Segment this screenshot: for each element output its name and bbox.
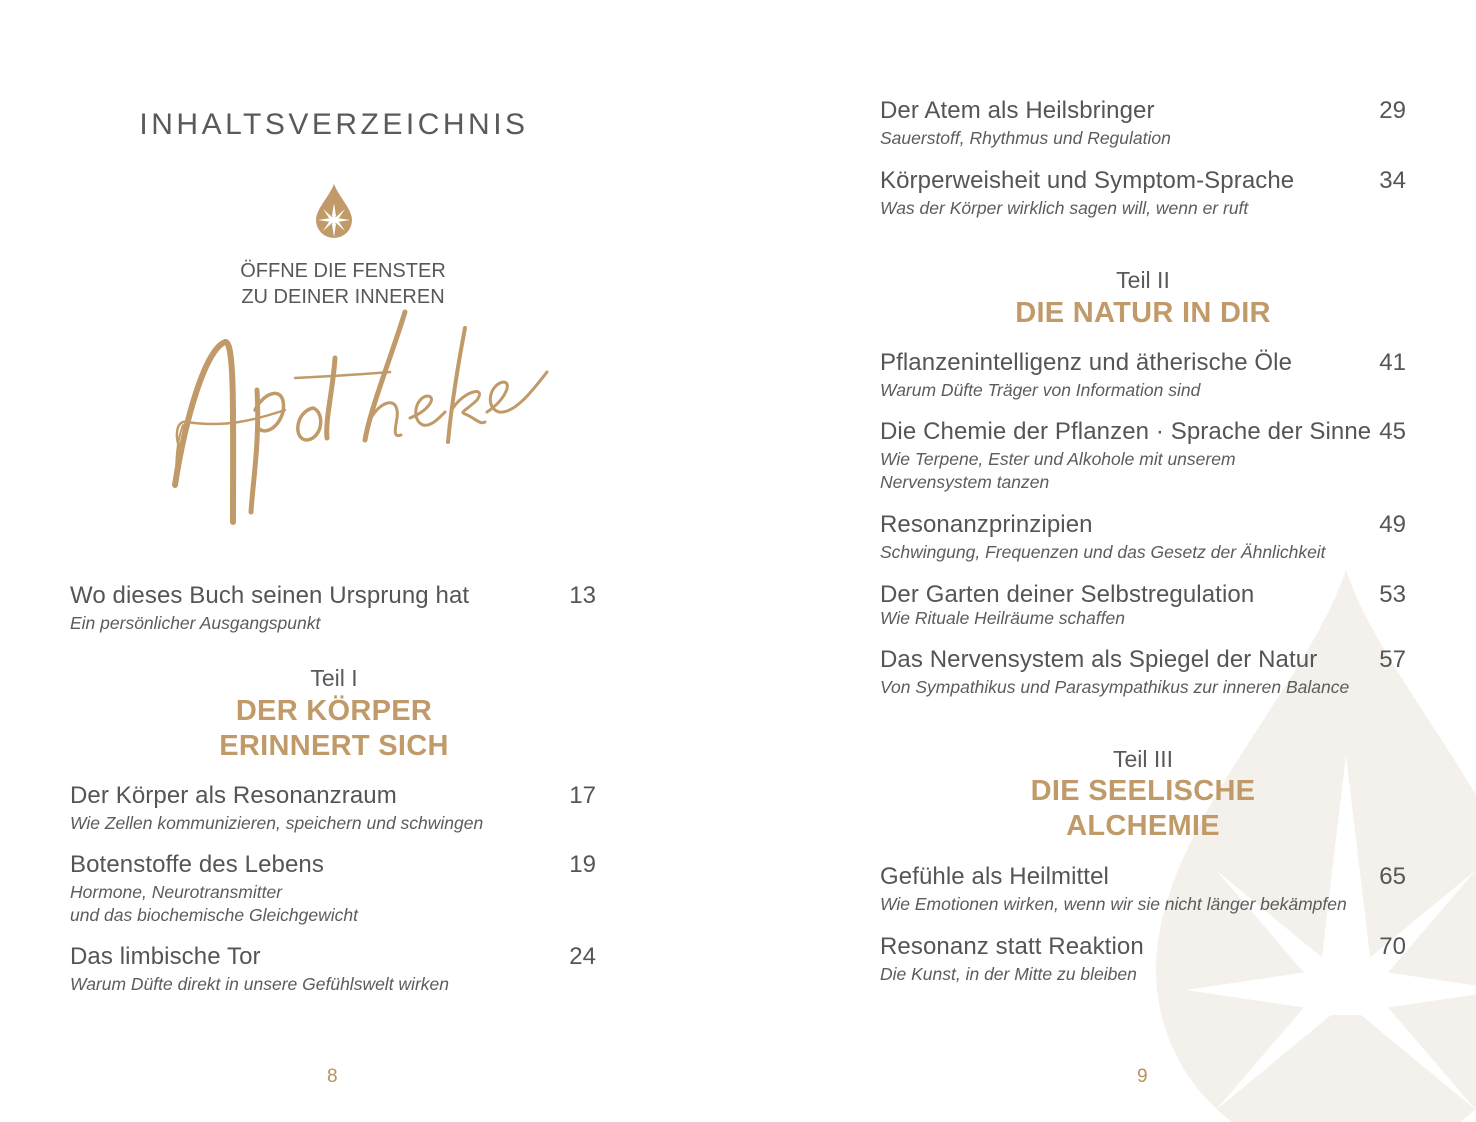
entry-page-number: 70	[1379, 933, 1406, 960]
entry-page-number: 57	[1379, 646, 1406, 673]
entry-description: Wie Rituale Heilräume schaffen	[880, 608, 1125, 628]
entry-title: Resonanzprinzipien	[880, 511, 1093, 538]
folio-left: 8	[327, 1066, 338, 1087]
part-title-3	[738, 774, 1476, 844]
part-title-line-2: ERINNERT SICH	[219, 730, 449, 762]
entry-page-number: 34	[1379, 167, 1406, 194]
part-title-line-1: DER KÖRPER	[235, 695, 433, 727]
part-label-3: Teil III	[1112, 746, 1174, 772]
entry-description: Warum Düfte direkt in unsere Gefühlswelt wirken	[70, 974, 449, 994]
toc-entry[interactable]	[880, 646, 1406, 699]
entry-title: Die Chemie der Pflanzen · Sprache der Sinne	[880, 418, 1372, 445]
toc-entry[interactable]	[880, 581, 1406, 630]
right-page	[738, 0, 1476, 1122]
entry-description: Sauerstoff, Rhythmus und Regulation	[880, 128, 1171, 148]
entry-description: Wie Emotionen wirken, wenn wir sie nicht länger bekämpfen	[880, 894, 1347, 914]
entry-description: Ein persönlicher Ausgangspunkt	[70, 613, 321, 633]
toc-entry[interactable]	[880, 933, 1406, 986]
entry-title: Botenstoffe des Lebens	[70, 851, 324, 878]
toc-entry-intro[interactable]	[70, 582, 596, 635]
entry-page-number: 65	[1379, 863, 1406, 890]
part-label-2: Teil II	[1116, 267, 1170, 293]
entry-title: Das limbische Tor	[70, 943, 261, 970]
part-title-line-1: DIE SEELISCHE	[1030, 775, 1256, 807]
entry-page-number: 41	[1379, 349, 1406, 376]
entry-page-number: 13	[569, 582, 596, 609]
entry-title: Gefühle als Heilmittel	[880, 863, 1109, 890]
folio-right: 9	[1137, 1066, 1148, 1087]
toc-heading: INHALTSVERZEICHNIS	[139, 108, 529, 141]
part-title-1	[0, 694, 668, 764]
toc-entry[interactable]	[880, 167, 1406, 220]
entry-description-line-1: Wie Terpene, Ester und Alkohole mit unserem	[880, 449, 1236, 469]
drop-compass-icon	[315, 183, 353, 239]
subtitle-line-1: ÖFFNE DIE FENSTER	[240, 260, 446, 282]
entry-title: Resonanz statt Reaktion	[880, 933, 1144, 960]
entry-title: Pflanzenintelligenz und ätherische Öle	[880, 349, 1293, 376]
part-label-1: Teil I	[310, 665, 358, 691]
entry-title: Der Garten deiner Selbstregulation	[880, 581, 1255, 608]
entry-description: Was der Körper wirklich sagen will, wenn er ruft	[880, 198, 1249, 218]
part-title-2: DIE NATUR IN DIR	[1015, 297, 1271, 329]
subtitle-line-2: ZU DEINER INNEREN	[241, 286, 445, 308]
entry-page-number: 24	[569, 943, 596, 970]
entry-page-number: 53	[1379, 581, 1406, 608]
entry-page-number: 49	[1379, 511, 1406, 538]
entry-page-number: 17	[569, 782, 596, 809]
entry-description: Schwingung, Frequenzen und das Gesetz der Ähnlichkeit	[880, 542, 1326, 562]
entry-description-line-2: und das biochemische Gleichgewicht	[70, 905, 358, 925]
entry-title: Der Körper als Resonanzraum	[70, 782, 397, 809]
entry-description: Von Sympathikus und Parasympathikus zur inneren Balance	[880, 677, 1350, 697]
entry-description: Warum Düfte Träger von Information sind	[880, 380, 1201, 400]
toc-entry[interactable]	[880, 418, 1406, 494]
part-title-line-2: ALCHEMIE	[1066, 810, 1220, 842]
entry-title: Der Atem als Heilsbringer	[880, 97, 1155, 124]
entry-page-number: 29	[1379, 97, 1406, 124]
toc-entry[interactable]	[880, 97, 1406, 150]
entry-description-line-2: Nervensystem tanzen	[880, 472, 1050, 492]
toc-entry[interactable]	[880, 863, 1406, 916]
entry-page-number: 19	[569, 851, 596, 878]
entry-title: Wo dieses Buch seinen Ursprung hat	[70, 582, 470, 609]
toc-entry[interactable]	[880, 349, 1406, 402]
toc-entry[interactable]	[880, 511, 1406, 564]
script-title-apotheke	[165, 300, 555, 530]
entry-page-number: 45	[1379, 418, 1406, 445]
entry-description: Die Kunst, in der Mitte zu bleiben	[880, 964, 1137, 984]
entry-title: Das Nervensystem als Spiegel der Natur	[880, 646, 1318, 673]
entry-description: Wie Zellen kommunizieren, speichern und schwingen	[70, 813, 484, 833]
toc-entry[interactable]	[70, 851, 596, 927]
toc-entry[interactable]	[70, 943, 596, 996]
toc-entry[interactable]	[70, 782, 596, 835]
entry-description-line-1: Hormone, Neurotransmitter	[70, 882, 283, 902]
entry-title: Körperweisheit und Symptom-Sprache	[880, 167, 1295, 194]
